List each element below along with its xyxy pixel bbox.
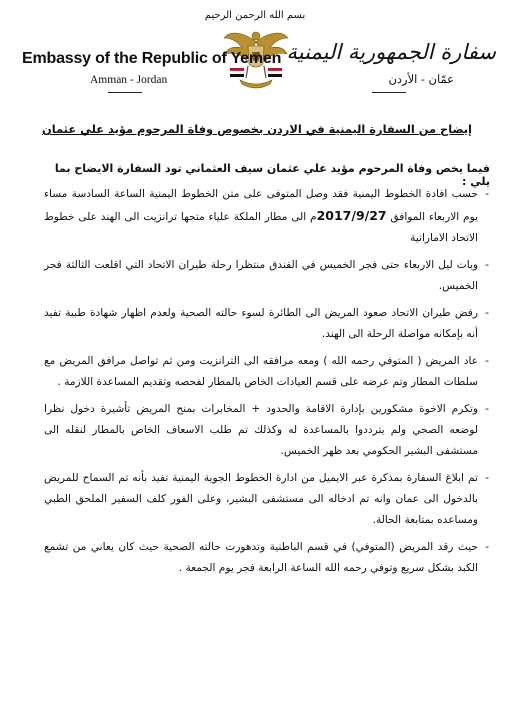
list-item (44, 184, 489, 249)
item-text: حسب افادة الخطوط اليمنية فقد وصل المتوفى على متن الخطوط اليمنية الساعة السادسة مساء يوم الاربعاء الموافق (44, 188, 478, 223)
embassy-name-arabic: سفارة الجمهورية اليمنية (286, 40, 496, 64)
item-text-continued: م الى مطار الملكة علياء متجها ترانزيت الى الهند على خطوط الاتحاد الاماراتية (44, 211, 478, 244)
list-item (44, 351, 489, 393)
list-bullet: - (485, 259, 489, 271)
list-item (44, 537, 489, 579)
divider-english (108, 92, 142, 93)
list-item (44, 468, 489, 531)
item-text: تم ابلاغ السفارة بمذكرة عبر الايميل من ادارة الخطوط الجوية اليمنية تفيد بأنه تم السماح للمريض بالدخول الى عمان وانه تم ادخاله الى مستشفى البشير، وعلى الفور كلف السفير الملحق الطبي ومساعده بمتابعة الحالة. (44, 472, 478, 526)
document-title: إيضاح من السفارة اليمنية في الاردن بخصوص وفاة المرحوم مؤيد علي عثمان (42, 122, 472, 136)
list-bullet: - (485, 541, 489, 553)
list-bullet: - (485, 472, 489, 484)
list-item (44, 303, 489, 345)
list-bullet: - (485, 307, 489, 319)
list-bullet: - (485, 188, 489, 200)
list-bullet: - (485, 403, 489, 415)
item-text: وبات ليل الاربعاء حتى فجر الخميس في الفندق منتظرا رحلة طيران الاتحاد التي اقلعت الثالثة فجر الخميس. (44, 259, 478, 292)
item-text: وتكرم الاخوة مشكورين بإدارة الاقامة والحدود + المخابرات بمنح المريض تأشيرة دخول نظرا لوضعه الصحي ولم يترددوا بالمساعدة له وكذلك تم طلب الاسعاف الخاص بالمطار لنقله الى مستشفى البشير الحكومي بعد ظهر الخميس. (44, 403, 478, 457)
list-bullet: - (485, 355, 489, 367)
statement-list (44, 184, 489, 585)
list-item (44, 399, 489, 462)
embassy-name-english: Embassy of the Republic of Yemen (22, 50, 282, 67)
basmala: بسم الله الرحمن الرحيم (204, 10, 306, 21)
item-text: حيث رقد المريض (المتوفي) في قسم الباطنية وتدهورت حالته الصحية حيث كان يعاني من تشمع الكبد بشكل سريع وتوفي رحمه الله الساعة الرابعة فجر يوم الجمعة . (44, 541, 478, 574)
item-text: عاد المريض ( المتوفي رحمه الله ) ومعه مرافقه الى الترانزيت ومن ثم تواصل مرافق المريض مع سلطات المطار وتم عرضه على قسم العيادات الخاص بالمطار لفحصه وتقديم المساعدة اللازمة . (44, 355, 478, 388)
location-arabic: عمّان - الأردن (388, 72, 454, 86)
item-date: 2017/9/27 (316, 208, 387, 223)
location-english: Amman - Jordan (90, 74, 168, 86)
divider-arabic (372, 92, 406, 93)
list-item (44, 255, 489, 297)
document-intro: فيما يخص وفاة المرحوم مؤيد علي عثمان سيف العثماني تود السفارة الايضاح بما يلي : (54, 162, 490, 188)
item-text: رفض طيران الاتحاد صعود المريض الى الطائرة لسوء حالته الصحية ولعدم اظهار شهادة طبية تفيد أنه بإمكانه مواصلة الرحلة الى الهند. (44, 307, 478, 340)
